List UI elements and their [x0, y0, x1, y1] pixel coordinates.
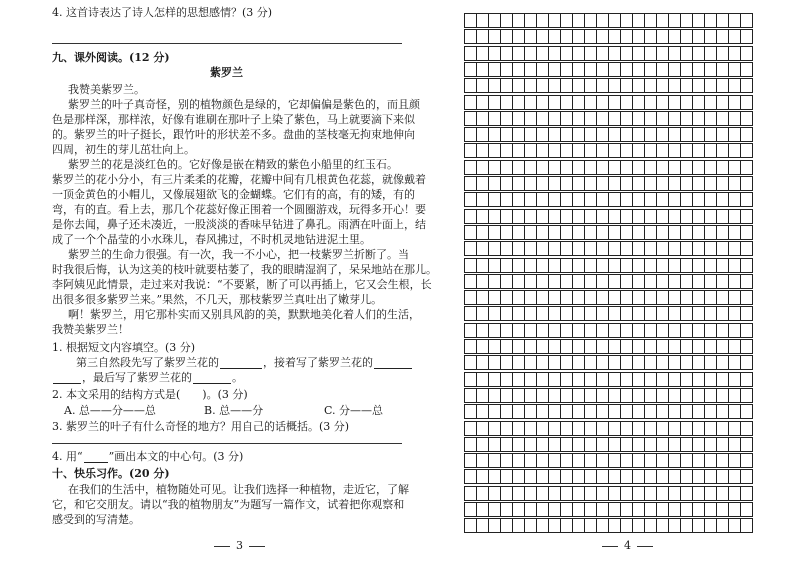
section-9-heading: 九、课外阅读。(12 分): [52, 51, 170, 64]
grid-row: [464, 111, 776, 126]
grid-row: [464, 469, 776, 484]
grid-row: [464, 176, 776, 191]
answer-line: [52, 443, 402, 444]
grid-row: [464, 160, 776, 175]
right-page: [440, 0, 800, 566]
grid-cell[interactable]: [740, 127, 753, 142]
passage-line: 成了一个个晶莹的小水珠儿，春风拂过，不时机灵地钻进泥土里。: [52, 233, 371, 246]
grid-row: [464, 339, 776, 354]
passage-line: 出很多很多紫罗兰来。”果然，不几天，那枝紫罗兰真吐出了嫩芽儿。: [52, 293, 383, 306]
grid-cell[interactable]: [740, 372, 753, 387]
grid-cell[interactable]: [740, 274, 753, 289]
passage-title: 紫罗兰: [210, 66, 243, 79]
grid-cell[interactable]: [740, 225, 753, 240]
grid-row: [464, 225, 776, 240]
grid-cell[interactable]: [740, 502, 753, 517]
question-3-prompt: 3. 紫罗兰的叶子有什么奇怪的地方？用自己的话概括。(3 分): [52, 420, 350, 433]
passage-line: 四周，初生的芽儿茁壮向上。: [52, 143, 195, 156]
grid-row: [464, 274, 776, 289]
grid-cell[interactable]: [740, 111, 753, 126]
grid-row: [464, 437, 776, 452]
grid-cell[interactable]: [740, 518, 753, 533]
grid-row: [464, 241, 776, 256]
grid-cell[interactable]: [740, 192, 753, 207]
grid-row: [464, 421, 776, 436]
grid-cell[interactable]: [740, 355, 753, 370]
grid-row: [464, 486, 776, 501]
grid-cell[interactable]: [740, 404, 753, 419]
grid-row: [464, 355, 776, 370]
page-number: 3: [208, 539, 271, 552]
grid-cell[interactable]: [740, 13, 753, 28]
grid-row: [464, 518, 776, 533]
page-number: 4: [596, 539, 659, 552]
option-b[interactable]: B. 总——分: [204, 404, 264, 417]
question-1-prompt: 1. 根据短文内容填空。(3 分): [52, 341, 196, 354]
grid-row: [464, 62, 776, 77]
grid-cell[interactable]: [740, 62, 753, 77]
grid-row: [464, 453, 776, 468]
grid-cell[interactable]: [740, 469, 753, 484]
grid-row: [464, 209, 776, 224]
question-4-prev: 4. 这首诗表达了诗人怎样的思想感情？(3 分): [52, 6, 273, 19]
fill-blank[interactable]: [220, 357, 262, 369]
question-1-line-2: ，最后写了紫罗兰花的 。: [52, 371, 243, 384]
grid-row: [464, 502, 776, 517]
question-1-line-1: 第三自然段先写了紫罗兰花的 ，接着写了紫罗兰花的: [76, 356, 413, 369]
fill-blank[interactable]: [193, 372, 231, 384]
passage-line: 紫罗兰的花小分小，有三片柔柔的花瓣，花瓣中间有几根黄色花蕊，就像戴着: [52, 173, 426, 186]
passage-line: 啊！紫罗兰，用它那朴实而又别具风韵的美，默默地美化着人们的生活，: [68, 308, 420, 321]
grid-cell[interactable]: [740, 176, 753, 191]
passage-line: 时我很后悔，认为这美的枝叶就要枯萎了，我的眼睛湿润了，呆呆地站在那儿。: [52, 263, 437, 276]
writing-prompt-line: 在我们的生活中，植物随处可见。让我们选择一种植物，走近它，了解: [68, 483, 409, 496]
passage-line: 色是那样深，那样浓，好像有谁刷在那叶子上染了紫色，马上就要滴下来似: [52, 113, 415, 126]
grid-cell[interactable]: [740, 306, 753, 321]
passage-line: 李阿姨见此情景，走过来对我说：“不要紧，断了可以再插上，它又会生根，长: [52, 278, 432, 291]
writing-prompt-line: 感受到的写清楚。: [52, 513, 140, 526]
grid-cell[interactable]: [740, 453, 753, 468]
passage-line: 我赞美紫罗兰。: [68, 83, 145, 96]
passage-line: 的。紫罗兰的叶子挺长，跟竹叶的形状差不多。盘曲的茎枝毫无拘束地伸向: [52, 128, 415, 141]
grid-row: [464, 78, 776, 93]
grid-cell[interactable]: [740, 323, 753, 338]
grid-row: [464, 95, 776, 110]
grid-row: [464, 192, 776, 207]
writing-prompt-line: 它，和它交朋友。请以“我的植物朋友”为题写一篇作文，试着把你观察和: [52, 498, 405, 511]
fill-blank[interactable]: [374, 357, 412, 369]
passage-line: 一顶金黄色的小帽儿，又像展翅欲飞的金蝴蝶。它们有的高，有的矮，有的: [52, 188, 415, 201]
grid-row: [464, 143, 776, 158]
grid-cell[interactable]: [740, 258, 753, 273]
grid-row: [464, 388, 776, 403]
grid-row: [464, 127, 776, 142]
grid-row: [464, 46, 776, 61]
grid-cell[interactable]: [740, 241, 753, 256]
question-4-prompt: 4. 用“ ”画出本文的中心句。(3 分): [52, 450, 244, 463]
grid-cell[interactable]: [740, 421, 753, 436]
underline-sample: [84, 454, 108, 463]
grid-cell[interactable]: [740, 388, 753, 403]
passage-line: 弯，有的直。看上去，那几个花蕊好像正围着一个圆圈游戏，玩得多开心！要: [52, 203, 426, 216]
grid-cell[interactable]: [740, 95, 753, 110]
grid-cell[interactable]: [740, 437, 753, 452]
grid-row: [464, 306, 776, 321]
grid-row: [464, 29, 776, 44]
passage-line: 我赞美紫罗兰！: [52, 323, 129, 336]
answer-line: [52, 43, 402, 44]
grid-cell[interactable]: [740, 46, 753, 61]
grid-row: [464, 404, 776, 419]
grid-cell[interactable]: [740, 160, 753, 175]
grid-cell[interactable]: [740, 290, 753, 305]
grid-row: [464, 323, 776, 338]
grid-cell[interactable]: [740, 78, 753, 93]
passage-line: 紫罗兰的叶子真奇怪，别的植物颜色是绿的，它却偏偏是紫色的，而且颜: [68, 98, 420, 111]
grid-row: [464, 13, 776, 28]
grid-row: [464, 372, 776, 387]
passage-line: 是你去闻，鼻子还未凑近，一股淡淡的香味早钻进了鼻孔。雨洒在叶面上，结: [52, 218, 426, 231]
grid-cell[interactable]: [740, 29, 753, 44]
section-10-heading: 十、快乐习作。(20 分): [52, 467, 170, 480]
grid-cell[interactable]: [740, 486, 753, 501]
passage-line: 紫罗兰的花是淡红色的。它好像是嵌在精致的紫色小船里的红玉石。: [68, 158, 398, 171]
passage-line: 紫罗兰的生命力很强。有一次，我一不小心，把一枝紫罗兰折断了。当: [68, 248, 409, 261]
grid-cell[interactable]: [740, 209, 753, 224]
grid-row: [464, 258, 776, 273]
question-2-prompt: 2. 本文采用的结构方式是( )。(3 分): [52, 388, 248, 401]
option-a[interactable]: A. 总——分——总: [64, 404, 156, 417]
grid-cell[interactable]: [740, 339, 753, 354]
grid-row: [464, 290, 776, 305]
option-c[interactable]: C. 分——总: [324, 404, 384, 417]
grid-cell[interactable]: [740, 143, 753, 158]
fill-blank[interactable]: [53, 372, 81, 384]
